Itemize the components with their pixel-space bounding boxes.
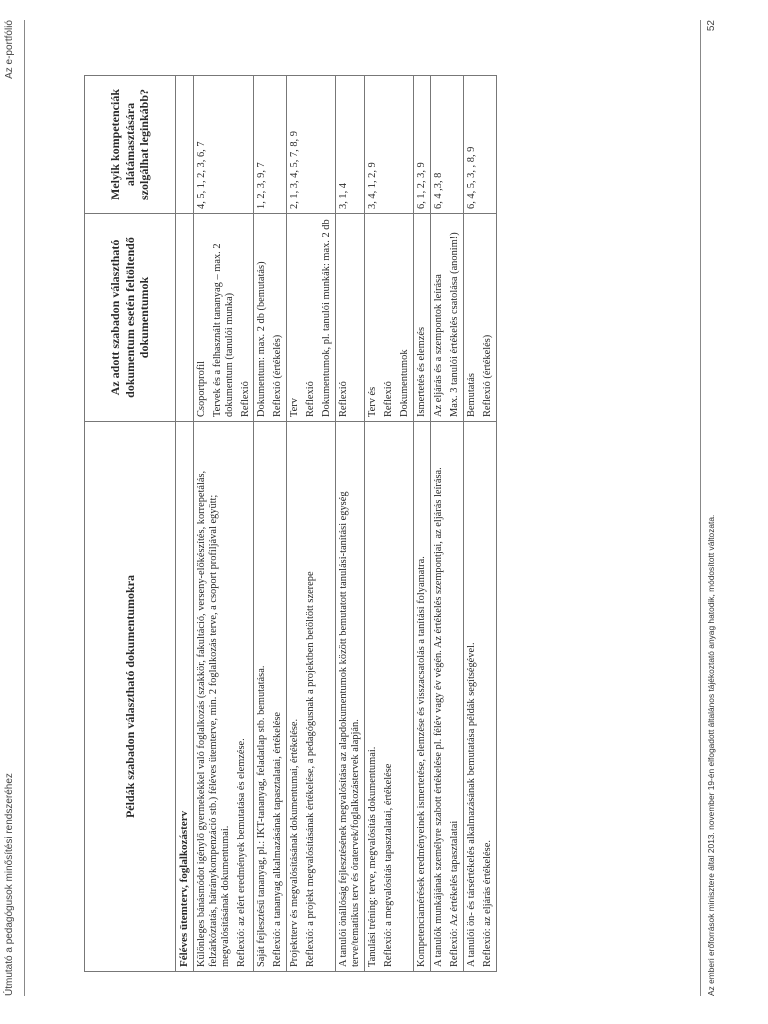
example-cell [287, 422, 336, 972]
uploads-cell [254, 214, 287, 422]
upload-item: Reflexió (értékelés) [272, 334, 284, 417]
upload-item: Terv és [367, 386, 379, 417]
example-paragraph: Saját fejlesztésű tananyag, pl.: IKT-tananyag, feladatlap stb. bemutatása. [256, 665, 268, 967]
section-title: Féléves ütemterv, foglalkozásterv [176, 422, 194, 972]
competencies-cell: 3, 1, 4 [336, 76, 365, 214]
upload-item: Reflexió [305, 381, 317, 417]
table-row [365, 76, 414, 972]
example-cell [463, 422, 496, 972]
table-body [176, 76, 497, 972]
running-header-left: Útmutató a pedagógusok minősítési rendszeréhez [4, 773, 15, 996]
example-paragraph: A tanulók munkájának személyre szabott értékelése pl. félév vagy év végén. Az értékelés szempontjai, az eljárás leírása. [432, 467, 444, 967]
competencies-cell: 6, 1, 2, 3, 9 [413, 76, 430, 214]
example-paragraph: Tanulási tréning: terve, megvalósítás dokumentumai. [367, 746, 379, 967]
upload-item: Ismertetés és elemzés [415, 326, 427, 417]
example-cell [336, 422, 365, 972]
uploads-cell [365, 214, 414, 422]
uploads-cell [336, 214, 365, 422]
uploads-cell [193, 214, 254, 422]
footnote: Az emberi erőforrások minisztere által 2013. november 19-én elfogadott általános tájékoztató anyag hatodik, módosított változata. [706, 514, 716, 996]
upload-item: Terv [289, 398, 301, 417]
competencies-cell: 6, 4, 5, 3, , 8, 9 [463, 76, 496, 214]
example-cell [413, 422, 430, 972]
table-row [336, 76, 365, 972]
section-empty-cell [176, 214, 194, 422]
footer-rule [700, 20, 701, 996]
example-paragraph: Reflexió: az eljárás értékelése. [481, 840, 493, 967]
uploads-cell [413, 214, 430, 422]
table-row [287, 76, 336, 972]
example-paragraph: A tanulói önállóság fejlesztésének megvalósítása az alapdokumentumok között bemutatott tanulási-tanítási egység terve/tematikus terv és óratervek/foglalkozástervek alapján. [338, 491, 362, 967]
table-row [254, 76, 287, 972]
example-paragraph: Reflexió: a projekt megvalósításának értékelése, a pedagógusnak a projektben betöltött szerepe [305, 571, 317, 967]
header-rule [24, 20, 25, 996]
uploads-cell [430, 214, 463, 422]
table-row [413, 76, 430, 972]
competencies-cell: 2, 1, 3, 4, 5, 7, 8, 9 [287, 76, 336, 214]
example-paragraph: A tanulói ön- és társértékelés alkalmazásának bemutatása példák segítségével. [465, 642, 477, 967]
upload-item: Reflexió [239, 381, 251, 417]
upload-item: Reflexió [383, 381, 395, 417]
table-row [193, 76, 254, 972]
example-paragraph: Különleges bánásmódot igénylő gyermekekkel való foglalkozás (szakkör, fakultáció, verseny-előkészítés, korrepetálás, felzárkóztatás, hátránykompenzáció stb.) féléves ütemterve, min. 2 foglalkozás terve, a csoport profiljával együtt; megvalósításának dokumentumai. [195, 470, 231, 967]
example-cell [193, 422, 254, 972]
section-row [176, 76, 194, 972]
example-cell [254, 422, 287, 972]
upload-item: Csoportprofil [195, 361, 207, 417]
example-paragraph: Projektterv és megvalósításának dokumentumai, értékelése. [289, 718, 301, 967]
upload-item: Dokumentumok, pl. tanulói munkák: max. 2 db [321, 219, 333, 417]
uploads-cell [463, 214, 496, 422]
upload-item: Tervek és a felhasznált tananyag – max. 2 dokumentum (tanulói munka) [211, 243, 235, 417]
upload-item: Reflexió (értékelés) [481, 334, 493, 417]
upload-item: Max. 3 tanulói értékelés csatolása (anonim!) [448, 232, 460, 417]
competencies-cell: 4, 5, 1, 2, 3, 6, 7 [193, 76, 254, 214]
page-number: 52 [706, 20, 717, 32]
competencies-cell: 6, 4 ,3, 8 [430, 76, 463, 214]
competencies-cell: 1, 2, 3, 9, 7 [254, 76, 287, 214]
uploads-cell [287, 214, 336, 422]
example-cell [430, 422, 463, 972]
example-paragraph: Kompetenciamérések eredményeinek ismertetése, elemzése és visszacsatolás a tanítási folyamatra. [415, 556, 427, 967]
column-header-uploads: Az adott szabadon választható dokumentum esetén feltöltendő dokumentumok [85, 214, 176, 422]
competencies-cell: 3, 4, 1, 2, 9 [365, 76, 414, 214]
running-header-right: Az e-portfólió [4, 20, 15, 79]
upload-item: Bemutatás [465, 373, 477, 417]
upload-item: Dokumentumok [399, 349, 411, 417]
column-header-examples: Példák szabadon választható dokumentumokra [85, 422, 176, 972]
section-empty-cell [176, 76, 194, 214]
table-header-row [85, 76, 176, 972]
table-row [463, 76, 496, 972]
example-paragraph: Reflexió: Az értékelés tapasztalatai [448, 820, 460, 967]
column-header-competencies: Melyik kompetenciák alátámasztására szolgálhat leginkább? [85, 76, 176, 214]
upload-item: Az eljárás és a szempontok leírása [432, 274, 444, 417]
upload-item: Reflexió [338, 381, 350, 417]
documents-table [84, 75, 497, 972]
upload-item: Dokumentum: max. 2 db (bemutatás) [256, 261, 268, 417]
example-paragraph: Reflexió: az elért eredmények bemutatása és elemzése. [235, 738, 247, 967]
example-paragraph: Reflexió: a megvalósítás tapasztalatai, értékelése [383, 763, 395, 967]
table-row [430, 76, 463, 972]
example-paragraph: Reflexió: a tananyag alkalmazásának tapasztalatai, értékelése [272, 711, 284, 967]
example-cell [365, 422, 414, 972]
